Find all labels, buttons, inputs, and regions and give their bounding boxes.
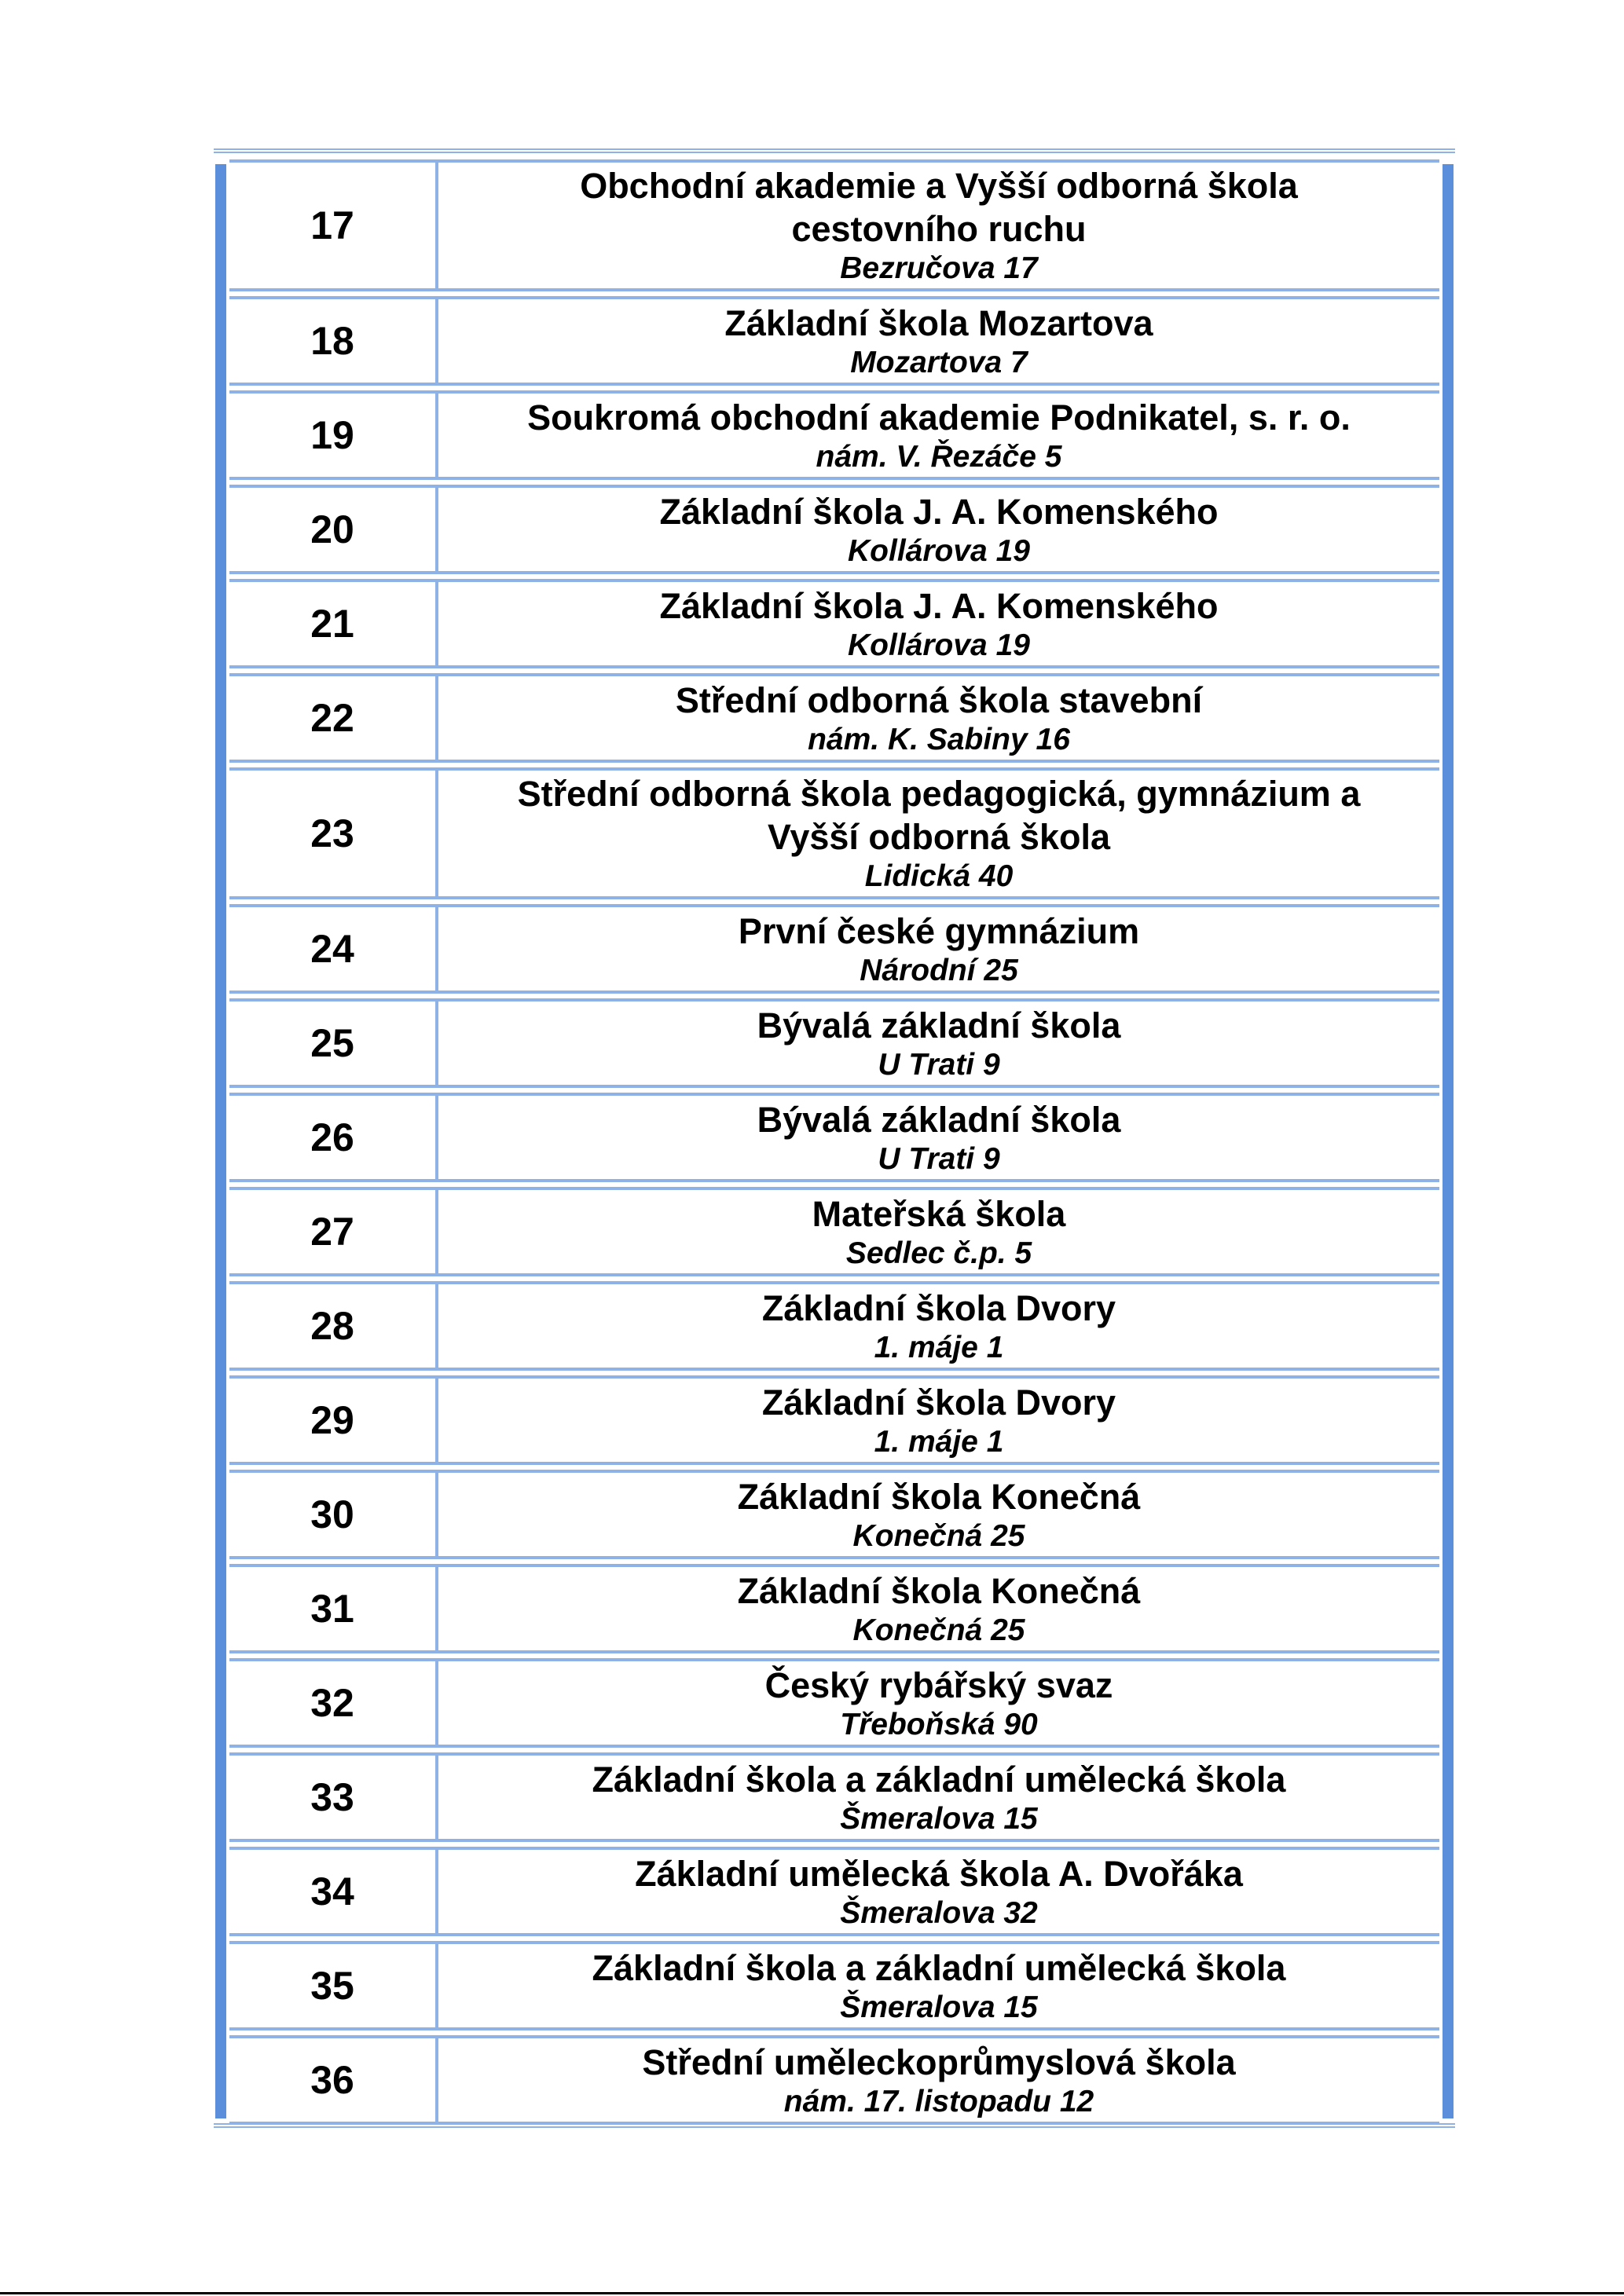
school-info	[438, 1190, 1439, 1273]
table-row	[229, 1470, 1439, 1559]
table-row	[229, 296, 1439, 386]
school-address: Bezručova 17	[840, 251, 1038, 285]
row-number: 28	[229, 1284, 438, 1368]
row-number: 30	[229, 1473, 438, 1556]
row-number: 31	[229, 1567, 438, 1650]
table-row	[229, 159, 1439, 291]
school-address: Konečná 25	[852, 1518, 1025, 1553]
table-row	[229, 673, 1439, 763]
page-bottom-rule	[0, 2292, 1624, 2294]
school-name: Bývalá základní škola	[757, 1099, 1121, 1140]
school-address: Lidická 40	[864, 859, 1014, 893]
table-row	[229, 1564, 1439, 1653]
school-name: Soukromá obchodní akademie Podnikatel, s. r. o.	[527, 397, 1351, 438]
row-number: 20	[229, 488, 438, 571]
school-info	[438, 394, 1439, 477]
table-row	[229, 998, 1439, 1088]
row-number: 21	[229, 582, 438, 665]
row-number: 36	[229, 2038, 438, 2122]
table-row	[229, 1658, 1439, 1748]
school-address: Národní 25	[860, 953, 1018, 987]
row-number: 22	[229, 676, 438, 760]
table-rows	[229, 159, 1439, 2129]
table-row	[229, 1375, 1439, 1465]
school-name: Základní škola a základní umělecká škola	[592, 1759, 1286, 1800]
row-number: 18	[229, 299, 438, 383]
school-info	[438, 1567, 1439, 1650]
school-address: Šmeralova 15	[840, 1990, 1038, 2024]
school-address: 1. máje 1	[874, 1424, 1004, 1459]
school-name: První české gymnázium	[738, 910, 1140, 951]
school-info	[438, 582, 1439, 665]
school-address: Kollárova 19	[848, 628, 1030, 662]
row-number: 17	[229, 163, 438, 288]
table-row	[229, 579, 1439, 668]
school-name: Základní škola Mozartova	[724, 302, 1153, 343]
row-number: 34	[229, 1850, 438, 1933]
school-name: Mateřská škola	[812, 1193, 1066, 1234]
school-info	[438, 676, 1439, 760]
school-name: Základní škola Dvory	[761, 1382, 1116, 1423]
row-number: 19	[229, 394, 438, 477]
school-address: 1. máje 1	[874, 1330, 1004, 1364]
table-row	[229, 1941, 1439, 2031]
school-info	[438, 1284, 1439, 1368]
school-info	[438, 907, 1439, 991]
row-number: 26	[229, 1096, 438, 1179]
school-info	[438, 163, 1439, 288]
school-address: Třeboňská 90	[840, 1707, 1038, 1741]
table-row	[229, 767, 1439, 899]
school-name: Bývalá základní škola	[757, 1005, 1121, 1045]
school-name: Základní škola a základní umělecká škola	[592, 1947, 1286, 1988]
school-name: Obchodní akademie a Vyšší odborná škola cestovního ruchu	[580, 166, 1298, 249]
school-address: Šmeralova 15	[840, 1801, 1038, 1836]
school-info	[438, 488, 1439, 571]
table-left-border	[215, 164, 226, 2118]
school-address: nám. K. Sabiny 16	[808, 722, 1070, 756]
school-info	[438, 1379, 1439, 1462]
school-address: U Trati 9	[878, 1141, 1000, 1176]
row-number: 29	[229, 1379, 438, 1462]
school-name: Střední uměleckoprůmyslová škola	[642, 2041, 1236, 2082]
school-info	[438, 771, 1439, 896]
school-name: Střední odborná škola stavební	[675, 679, 1203, 720]
school-name: Český rybářský svaz	[764, 1664, 1113, 1705]
school-table	[214, 148, 1455, 2128]
school-address: Mozartova 7	[850, 345, 1028, 379]
school-info	[438, 299, 1439, 383]
table-row	[229, 1187, 1439, 1276]
school-address: Sedlec č.p. 5	[845, 1236, 1032, 1270]
row-number: 33	[229, 1756, 438, 1839]
table-right-border	[1443, 164, 1454, 2118]
row-number: 27	[229, 1190, 438, 1273]
school-address: Konečná 25	[852, 1613, 1025, 1647]
school-info	[438, 1756, 1439, 1839]
school-info	[438, 1661, 1439, 1745]
school-info	[438, 1096, 1439, 1179]
row-number: 25	[229, 1002, 438, 1085]
table-row	[229, 1847, 1439, 1936]
table-row	[229, 1752, 1439, 1842]
table-row	[229, 390, 1439, 480]
school-address: Kollárova 19	[848, 533, 1030, 568]
table-row	[229, 1093, 1439, 1182]
school-address: Šmeralova 32	[840, 1895, 1038, 1930]
school-name: Základní škola Konečná	[737, 1476, 1141, 1517]
school-name: Základní škola Konečná	[737, 1570, 1141, 1611]
row-number: 32	[229, 1661, 438, 1745]
school-info	[438, 1944, 1439, 2027]
school-address: nám. 17. listopadu 12	[783, 2084, 1094, 2118]
table-row	[229, 1281, 1439, 1371]
school-address: U Trati 9	[878, 1047, 1000, 1082]
school-info	[438, 1850, 1439, 1933]
row-number: 24	[229, 907, 438, 991]
school-name: Základní škola J. A. Komenského	[659, 491, 1219, 532]
school-name: Základní škola Dvory	[761, 1287, 1116, 1328]
school-name: Základní škola J. A. Komenského	[659, 585, 1219, 626]
school-info	[438, 1002, 1439, 1085]
school-info	[438, 1473, 1439, 1556]
school-name: Základní umělecká škola A. Dvořáka	[635, 1853, 1243, 1894]
table-row	[229, 2035, 1439, 2125]
table-row	[229, 904, 1439, 994]
school-address: nám. V. Řezáče 5	[816, 439, 1062, 474]
row-number: 23	[229, 771, 438, 896]
school-info	[438, 2038, 1439, 2122]
school-name: Střední odborná škola pedagogická, gymnázium a Vyšší odborná škola	[517, 774, 1361, 857]
row-number: 35	[229, 1944, 438, 2027]
table-row	[229, 485, 1439, 574]
